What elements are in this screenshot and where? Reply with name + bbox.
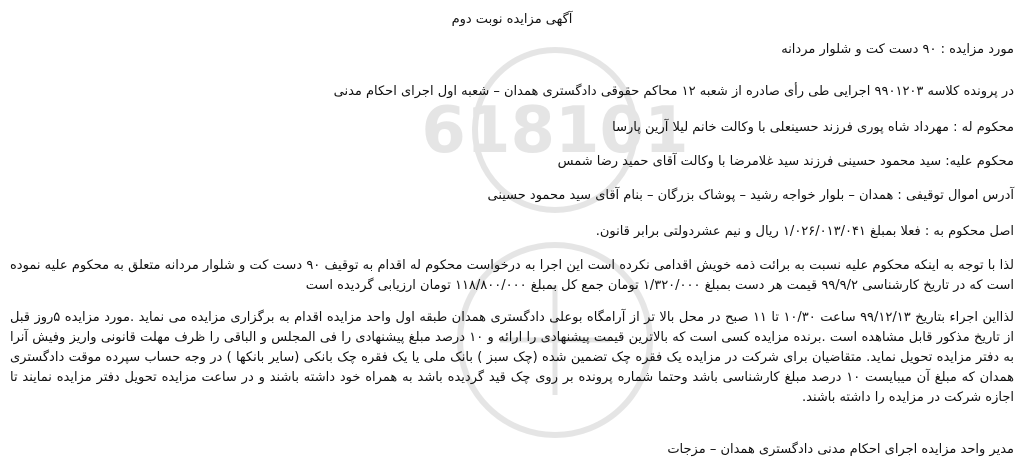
auction-subject: مورد مزایده : ۹۰ دست کت و شلوار مردانه bbox=[781, 42, 1014, 57]
auction-paragraph: لذااین اجراء بتاریخ ۹۹/۱۲/۱۳ ساعت ۱۰/۳۰ تا ۱۱ صبح در محل بالا تر از آرامگاه بوعلی دادگستری همدان طبقه اول واحد مزایده اقدام به برگزاری مزایده می نماید .مورد مزایده ۵روز قبل از تاریخ مذکور قابل مشاهده است .برنده مزایده کسی است که بالاترین قیمت پیشنهادی را ارائه و ۱۰ درصد مبلغ پیشنهادی را فی المجلس و الباقی را ظرف مهلت قانونی واریز وفیش آنرا به دفتر مزایده تحویل نماید. متقاضیان برای شرکت در مزایده یک فقره چک تضمین شده (چک سبز ) بانک ملی یا یک فقره چک بانکی (سایر بانکها ) در وجه حساب سپرده موقت دادگستری همدان که مبلغ آن میبایست ۱۰ درصد مبلغ کارشناسی باشد وحتما شماره پرونده بر روی چک قید گردیده باشد به همراه خود داشته باشند و در ساعت مزایده تحویل دفتر مزایده نمایند تا اجازه شرکت در مزایده را داشته باشند. bbox=[10, 310, 1015, 405]
principal-amount: اصل محکوم به : فعلا بمبلغ ۱/۰۲۶/۰۱۳/۰۴۱ ریال و نیم عشردولتی برابر قانون. bbox=[595, 224, 1014, 239]
signature-line: مدیر واحد مزایده اجرای احکام مدنی دادگستری همدان – مزجات bbox=[667, 442, 1014, 457]
judgment-debtor: محکوم علیه: سید محمود حسینی فرزند سید غلامرضا با وکالت آقای حمید رضا شمس bbox=[557, 154, 1014, 169]
case-file-line: در پرونده کلاسه ۹۹۰۱۲۰۳ اجرایی طی رأی صادره از شعبه ۱۲ محاکم حقوقی دادگستری همدان – شعبه اول اجرای احکام مدنی bbox=[333, 84, 1014, 99]
notice-title: آگهی مزایده نوبت دوم bbox=[451, 12, 573, 27]
judgment-creditor: محکوم له : مهرداد شاه پوری فرزند حسینعلی با وکالت خانم لیلا آرین پارسا bbox=[612, 120, 1014, 135]
watermark-text: 618101 bbox=[421, 94, 689, 168]
seizure-paragraph: لذا با توجه به اینکه محکوم علیه نسبت به برائت ذمه خویش اقدامی نکرده است این اجرا به درخواست محکوم له اقدام به توقیف ۹۰ دست کت و شلوار مردانه متعلق به محکوم علیه نموده است که در تاریخ کارشناسی ۹۹/۹/۲ قیمت هر دست بمبلغ ۱/۳۲۰/۰۰۰ تومان جمع کل بمبلغ ۱۱۸/۸۰۰/۰۰۰ تومان ارزیابی گردیده است bbox=[10, 258, 1014, 293]
seized-property-address: آدرس اموال توقیفی : همدان – بلوار خواجه رشید – پوشاک بزرگان – بنام آقای سید محمود حسینی bbox=[487, 188, 1014, 203]
